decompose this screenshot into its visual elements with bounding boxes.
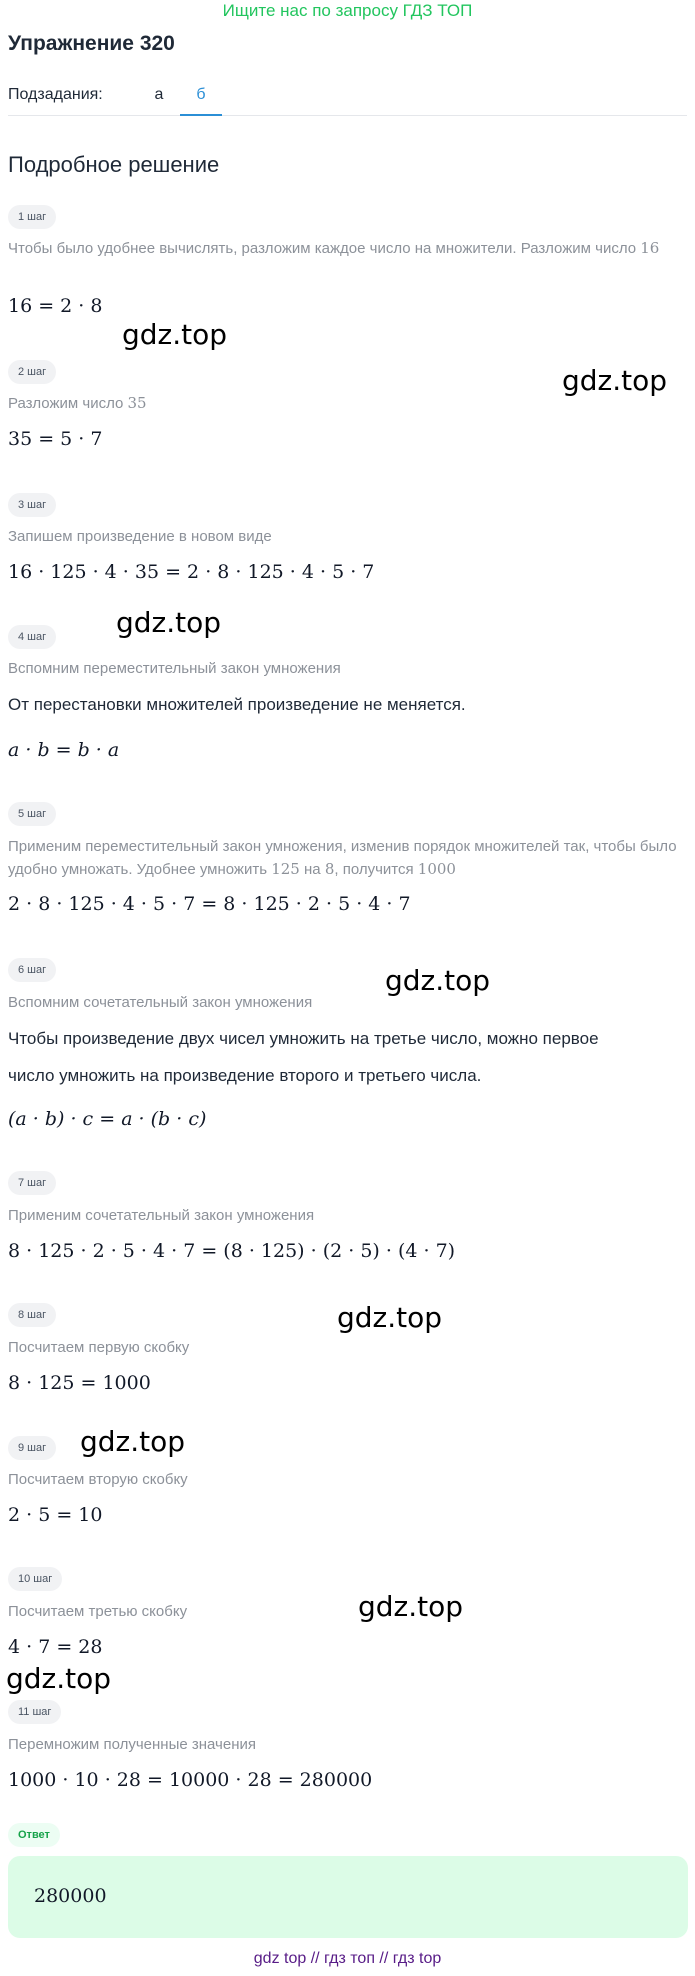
watermark: gdz.top	[385, 964, 491, 997]
step-text: Разложим число 35	[8, 394, 147, 412]
step-text: Посчитаем вторую скобку	[8, 1471, 188, 1488]
step-text: Перемножим полученные значения	[8, 1736, 256, 1753]
watermark: gdz.top	[116, 606, 222, 639]
watermark: gdz.top	[562, 364, 668, 397]
watermark: gdz.top	[122, 318, 228, 351]
watermark: gdz.top	[80, 1425, 186, 1458]
watermark: gdz.top	[337, 1301, 443, 1334]
subtasks-bar	[8, 82, 687, 116]
step-text: Посчитаем третью скобку	[8, 1603, 188, 1620]
step-badge: 5 шаг	[8, 802, 56, 826]
answer-value: 280000	[34, 1885, 107, 1907]
answer-badge: Ответ	[8, 1823, 60, 1847]
page-title: Упражнение 320	[8, 32, 175, 55]
tab-b[interactable]: б	[180, 82, 222, 116]
step-badge: 11 шаг	[8, 1700, 61, 1724]
step-badge: 10 шаг	[8, 1567, 62, 1591]
section-title: Подробное решение	[8, 152, 220, 177]
tab-a[interactable]: а	[154, 86, 164, 103]
step-formula: 16 · 125 · 4 · 35 = 2 · 8 · 125 · 4 · 5 · 7	[8, 561, 375, 583]
step-badge: 6 шаг	[8, 958, 56, 982]
step-badge: 7 шаг	[8, 1171, 56, 1195]
step-formula: 4 · 7 = 28	[8, 1636, 103, 1658]
step-formula: 8 · 125 · 2 · 5 · 4 · 7 = (8 · 125) · (2 · 5) · (4 · 7)	[8, 1240, 456, 1262]
step-badge: 4 шаг	[8, 625, 56, 649]
watermark: gdz.top	[6, 1662, 112, 1695]
step-text: Вспомним переместительный закон умножения	[8, 660, 341, 677]
rule-text: От перестановки множителей произведение не меняется.	[8, 695, 466, 714]
promo-banner[interactable]: Ищите нас по запросу ГДЗ ТОП	[222, 1, 473, 20]
step-badge: 9 шаг	[8, 1436, 56, 1460]
step-text: Чтобы было удобнее вычислять, разложим каждое число на множители. Разложим число 16	[8, 239, 660, 257]
step-formula: 35 = 5 · 7	[8, 428, 103, 450]
step-text: Запишем произведение в новом виде	[8, 528, 272, 545]
step-formula: 1000 · 10 · 28 = 10000 · 28 = 280000	[8, 1769, 373, 1791]
step-formula: (a · b) · c = a · (b · c)	[8, 1108, 207, 1130]
footer-links[interactable]: gdz top // гдз топ // гдз top	[253, 1950, 442, 1967]
subtasks-label: Подзадания:	[8, 86, 103, 103]
watermark: gdz.top	[358, 1590, 464, 1623]
step-text: Вспомним сочетательный закон умножения	[8, 994, 313, 1011]
step-formula: 2 · 8 · 125 · 4 · 5 · 7 = 8 · 125 · 2 · 5 · 4 · 7	[8, 893, 411, 915]
rule-text-line1: Чтобы произведение двух чисел умножить на третье число, можно первое	[8, 1029, 599, 1048]
rule-text-line2: число умножить на произведение второго и третьего числа.	[8, 1066, 482, 1085]
step-text: Применим сочетательный закон умножения	[8, 1207, 315, 1224]
step-text: Посчитаем первую скобку	[8, 1339, 190, 1356]
step-formula: 16 = 2 · 8	[8, 295, 103, 317]
step-formula: 8 · 125 = 1000	[8, 1372, 151, 1394]
step-badge: 8 шаг	[8, 1303, 56, 1327]
step-formula: a · b = b · a	[8, 739, 120, 761]
step-badge: 1 шаг	[8, 205, 56, 229]
answer-box	[8, 1856, 688, 1938]
step-formula: 2 · 5 = 10	[8, 1504, 103, 1526]
step-text: Применим переместительный закон умножения, изменив порядок множителей так, чтобы было удобно умножать. Удобнее умножить 125 на 8, получится 1000	[8, 838, 677, 878]
step-badge: 2 шаг	[8, 360, 56, 384]
step-badge: 3 шаг	[8, 493, 56, 517]
